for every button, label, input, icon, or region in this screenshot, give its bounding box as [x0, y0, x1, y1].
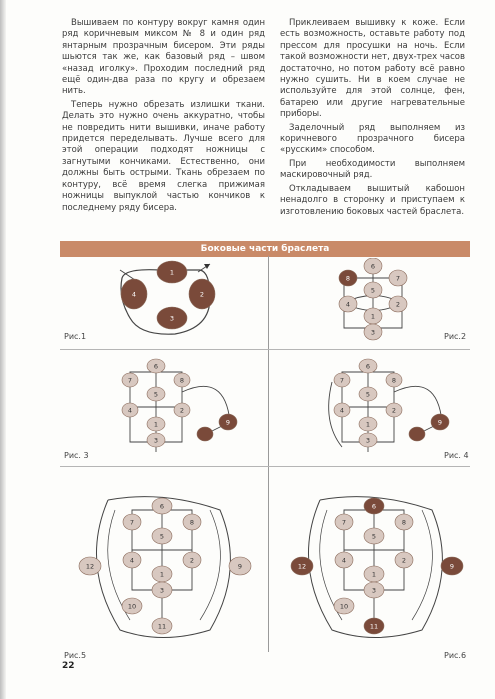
bead-label: 3 [365, 436, 371, 445]
paragraph: При необходимости выполняем маскировочный ряд. [280, 158, 465, 181]
paragraph: Приклеиваем вышивку к коже. Если есть возможность, оставьте работу под прессом для просушки на ночь. Если такой возможности нет, двух-трех часов достаточно, но потом работу всё равно нужно сушить. Ни в коем случае не используйте для этой солнце, фен, батарею или другие нагревательные приборы. [280, 18, 465, 120]
bead-label: 7 [341, 518, 347, 527]
bead-label: 2 [189, 556, 195, 565]
bead-label: 8 [401, 518, 407, 527]
bead-label: 12 [85, 562, 95, 571]
bead-label: 6 [371, 502, 377, 511]
bead-label: 2 [395, 300, 401, 309]
bead-label: 11 [157, 622, 167, 631]
bead-label: 4 [339, 406, 345, 415]
bead-label: 3 [371, 586, 377, 595]
bead-label: 7 [395, 274, 401, 283]
bead-label: 9 [225, 418, 231, 427]
bead-label: 4 [131, 290, 137, 299]
bead-label: 6 [159, 502, 165, 511]
bead-label: 8 [179, 376, 185, 385]
bead-label: 5 [365, 390, 371, 399]
bead-label: 2 [199, 290, 205, 299]
paragraph: Заделочный ряд выполняем из коричневого прозрачного бисера «русским» способом. [280, 122, 465, 156]
figure-caption: Рис.6 [444, 651, 467, 660]
bead-label: 4 [127, 406, 133, 415]
bead-label: 3 [153, 436, 159, 445]
bead-label: 10 [127, 602, 137, 611]
bead-label: 1 [159, 570, 165, 579]
bead-label: 6 [370, 262, 376, 271]
bead-label: 8 [391, 376, 397, 385]
text-column-left [62, 18, 265, 216]
bead-label: 3 [370, 328, 376, 337]
bead-label: 5 [159, 532, 165, 541]
figure-2-diagram [272, 258, 470, 346]
bead-label: 6 [153, 362, 159, 371]
figure-3-diagram [60, 352, 265, 464]
bead-label: 4 [341, 556, 347, 565]
figure-4-diagram [272, 352, 470, 464]
figure-caption: Рис. 3 [64, 451, 89, 460]
row-divider [60, 466, 470, 467]
figure-5-diagram [60, 470, 265, 658]
page-binding-shadow [0, 0, 6, 699]
column-divider [268, 256, 269, 652]
section-banner: Боковые части браслета [60, 241, 470, 257]
figure-caption: Рис.5 [64, 651, 87, 660]
figure-1-diagram [60, 258, 265, 346]
bead-label: 9 [237, 562, 243, 571]
bead-label: 1 [371, 570, 377, 579]
bead [197, 427, 213, 441]
page-number: 22 [62, 661, 75, 671]
bead-label: 5 [371, 532, 377, 541]
bead-label: 5 [370, 286, 376, 295]
thread-line [200, 510, 220, 620]
bead-label: 2 [401, 556, 407, 565]
bead-label: 3 [159, 586, 165, 595]
bead-label: 4 [345, 300, 351, 309]
row-divider [60, 349, 470, 350]
thread-line [412, 510, 432, 620]
bead [409, 427, 425, 441]
bead-label: 10 [339, 602, 349, 611]
bead-label: 7 [339, 376, 345, 385]
bead-label: 8 [189, 518, 195, 527]
bead-label: 1 [365, 420, 371, 429]
bead-label: 7 [129, 518, 135, 527]
paragraph: Вышиваем по контуру вокруг камня один ряд коричневым миксом № 8 и один ряд янтарным прозрачным бисером. Эти ряды шьются так же, как базовый ряд – швом «назад иголку». Проходим последний ряд ещё один-два раза по кругу и обрезаем нить. [62, 18, 265, 97]
bead-label: 1 [370, 312, 376, 321]
arrow-head [204, 264, 210, 269]
bead-label: 9 [437, 418, 443, 427]
figure-6-diagram [272, 470, 470, 658]
text-column-right [280, 18, 465, 220]
paragraph: Теперь нужно обрезать излишки ткани. Делать это нужно очень аккуратно, чтобы не повредить нити вышивки, иначе работу придется переделывать. Лучше всего для этой операции подходят ножницы с загнутыми кончиками. Естественно, они должны быть острыми. Ткань обрезаем по контуру, всё время слегка прижимая ножницы выпуклой частью кончиков к последнему ряду бисера. [62, 99, 265, 213]
bead-label: 7 [127, 376, 133, 385]
bead-label: 2 [179, 406, 185, 415]
figure-caption: Рис.1 [64, 332, 87, 341]
bead-label: 1 [153, 420, 159, 429]
figure-caption: Рис. 4 [444, 451, 469, 460]
bead-label: 2 [391, 406, 397, 415]
bead-label: 6 [365, 362, 371, 371]
paragraph: Откладываем вышитый кабошон ненадолго в сторонку и приступаем к изготовлению боковых частей браслета. [280, 183, 465, 217]
bead-label: 9 [449, 562, 455, 571]
bead-label: 11 [369, 622, 379, 631]
bead-label: 3 [169, 314, 175, 323]
bead-label: 8 [345, 274, 351, 283]
bead-label: 5 [153, 390, 159, 399]
bead-label: 12 [297, 562, 307, 571]
bead-label: 1 [169, 268, 175, 277]
figure-caption: Рис.2 [444, 332, 467, 341]
bead-label: 4 [129, 556, 135, 565]
